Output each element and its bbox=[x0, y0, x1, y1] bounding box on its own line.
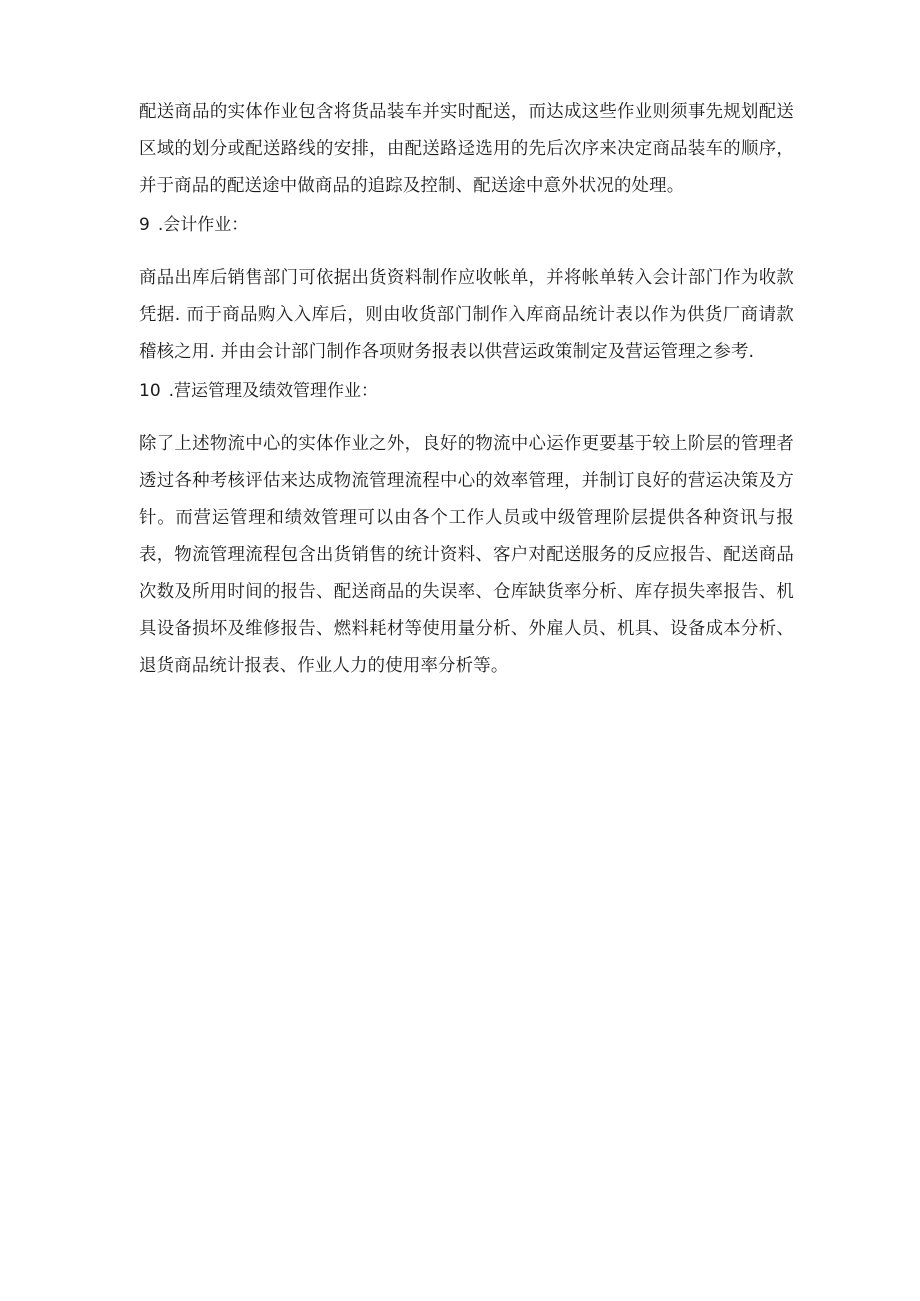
heading-number: 10 bbox=[139, 381, 161, 401]
heading-number: 9 bbox=[139, 215, 150, 235]
paragraph-delivery: 配送商品的实体作业包含将货品装车并实时配送，而达成这些作业则须事先规划配送区域的划分或配送路线的安排，由配送路迳选用的先后次序来决定商品装车的顺序，并于商品的配送途中做商品的追踪及控制、配送途中意外状况的处理。 bbox=[139, 102, 794, 196]
paragraph-accounting: 商品出库后销售部门可依据出货资料制作应收帐单，并将帐单转入会计部门作为收款凭据. 而于商品购入入库后，则由收货部门制作入库商品统计表以作为供货厂商请款稽核之用. 并由会计部门制作各项财务报表以供营运政策制定及营运管理之参考. bbox=[139, 268, 794, 362]
heading-text: .会计作业： bbox=[157, 215, 249, 235]
heading-operations bbox=[139, 377, 794, 405]
heading-accounting bbox=[139, 211, 794, 239]
document-body bbox=[139, 94, 794, 685]
paragraph-operations: 除了上述物流中心的实体作业之外，良好的物流中心运作更要基于较上阶层的管理者透过各种考核评估来达成物流管理流程中心的效率管理，并制订良好的营运决策及方针。而营运管理和绩效管理可以由各个工作人员或中级管理阶层提供各种资讯与报表，物流管理流程包含出货销售的统计资料、客户对配送服务的反应报告、配送商品次数及所用时间的报告、配送商品的失误率、仓库缺货率分析、库存损失率报告、机具设备损坏及维修报告、燃料耗材等使用量分析、外雇人员、机具、设备成本分析、退货商品统计报表、作业人力的使用率分析等。 bbox=[139, 434, 794, 676]
heading-text: .营运管理及绩效管理作业： bbox=[168, 381, 379, 401]
